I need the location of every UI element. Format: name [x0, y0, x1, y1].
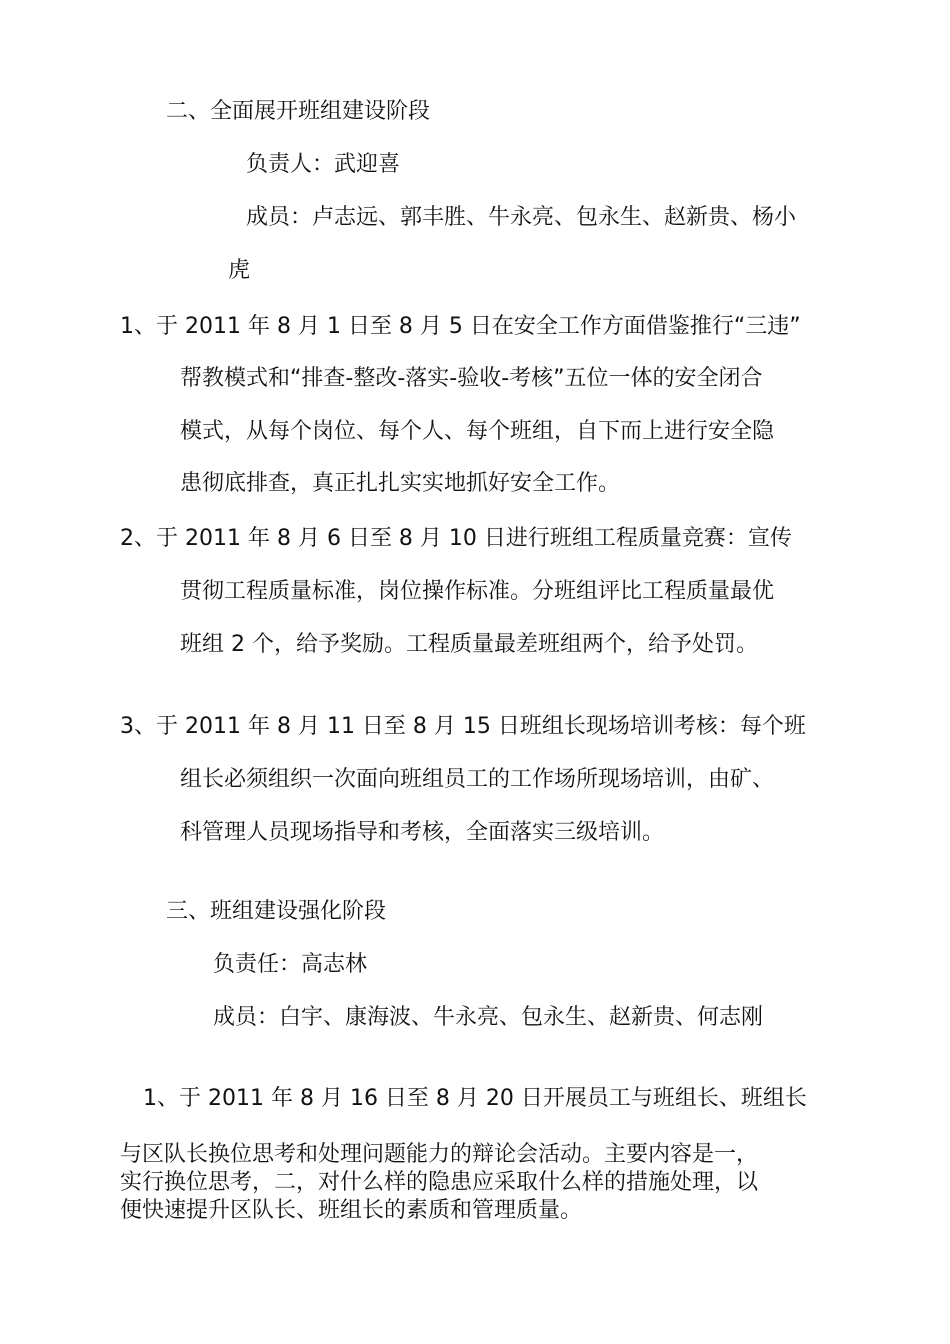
section-2-heading: 二、全面展开班组建设阶段 [166, 99, 431, 124]
item-3-1-line-3: 实行换位思考，二，对什么样的隐患应采取什么样的措施处理，以 [120, 1170, 759, 1195]
section-3-heading: 三、班组建设强化阶段 [166, 899, 387, 924]
item-2-1-line-3: 模式，从每个岗位、每个人、每个班组，自下而上进行安全隐 [180, 419, 775, 444]
section-2-members-line-2: 虎 [228, 258, 251, 283]
item-3-1-line-4: 便快速提升区队长、班组长的素质和管理质量。 [120, 1198, 583, 1223]
item-2-2-line-2: 贯彻工程质量标准，岗位操作标准。分班组评比工程质量最优 [180, 579, 775, 604]
section-2-members-line-1: 成员：卢志远、郭丰胜、牛永亮、包永生、赵新贵、杨小 [246, 205, 797, 230]
item-2-3-line-1: 3、于 2011 年 8 月 11 日至 8 月 15 日班组长现场培训考核：每个班 [120, 714, 806, 739]
item-2-1-line-4: 患彻底排查，真正扎扎实实地抓好安全工作。 [180, 471, 621, 496]
item-2-3-line-3: 科管理人员现场指导和考核，全面落实三级培训。 [180, 820, 665, 845]
item-2-1-line-2: 帮教模式和“排查-整改-落实-验收-考核”五位一体的安全闭合 [180, 366, 763, 391]
item-2-3-line-2: 组长必须组织一次面向班组员工的工作场所现场培训，由矿、 [180, 767, 775, 792]
section-3-members: 成员：白宇、康海波、牛永亮、包永生、赵新贵、何志刚 [213, 1005, 764, 1030]
item-3-1-line-1: 1、于 2011 年 8 月 16 日至 8 月 20 日开展员工与班组长、班组长 [143, 1086, 807, 1111]
item-2-2-line-3: 班组 2 个，给予奖励。工程质量最差班组两个，给予处罚。 [180, 632, 758, 657]
item-2-2-line-1: 2、于 2011 年 8 月 6 日至 8 月 10 日进行班组工程质量竞赛：宣传 [120, 526, 792, 551]
section-2-leader: 负责人：武迎喜 [246, 152, 401, 177]
section-3-leader: 负责任：高志林 [213, 952, 368, 977]
item-3-1-line-2: 与区队长换位思考和处理问题能力的辩论会活动。主要内容是一， [120, 1142, 759, 1167]
item-2-1-line-1: 1、于 2011 年 8 月 1 日至 8 月 5 日在安全工作方面借鉴推行“三违” [120, 314, 801, 339]
